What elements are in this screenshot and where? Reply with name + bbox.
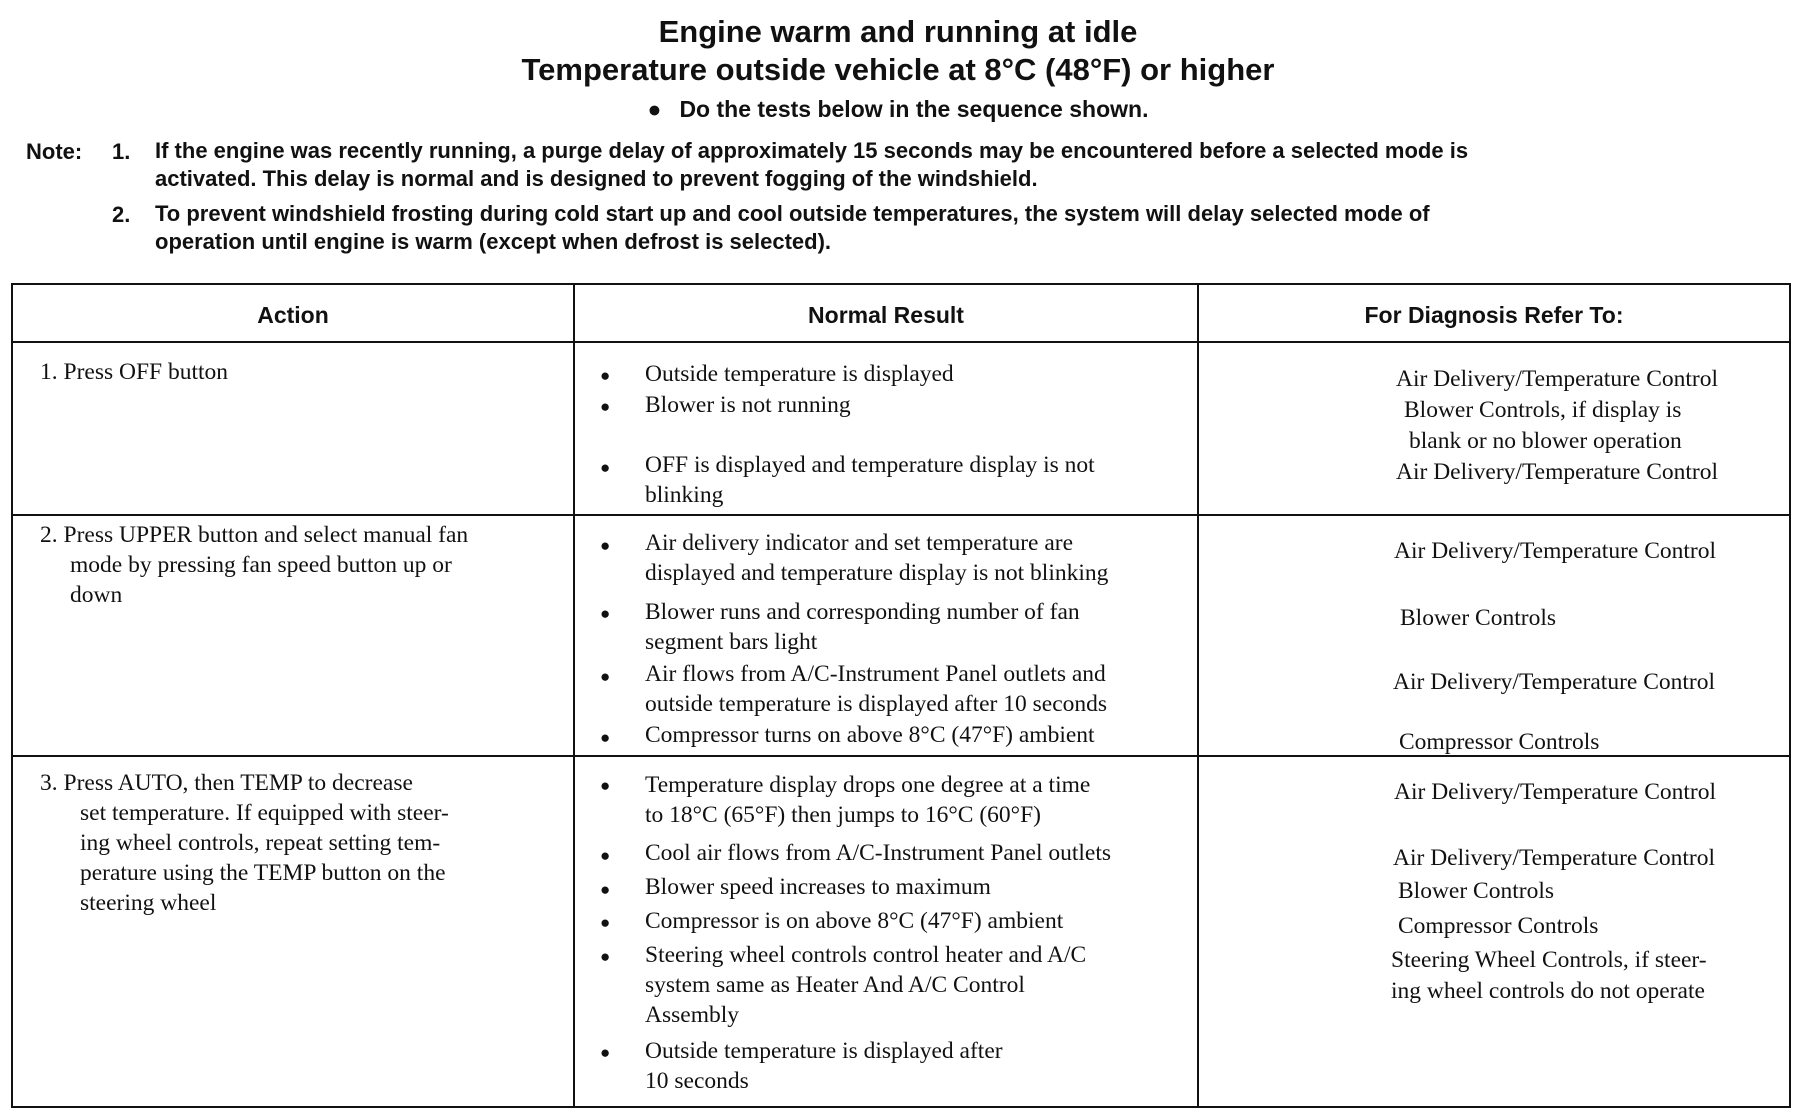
bullet-icon: ●	[600, 1043, 611, 1062]
diagnosis-ref: Air Delivery/Temperature Control	[1396, 366, 1719, 392]
result-item: Blower is not running	[645, 392, 851, 418]
diagnosis-ref: ing wheel controls do not operate	[1391, 978, 1705, 1004]
action-line: 1. Press OFF button	[40, 359, 229, 385]
instruction	[0, 96, 1796, 123]
diagnosis-ref: Air Delivery/Temperature Control	[1393, 669, 1716, 695]
diagnosis-ref: Blower Controls	[1398, 878, 1555, 904]
bullet-icon: ●	[600, 947, 611, 966]
bullet-icon: ●	[647, 96, 662, 122]
result-item: Air flows from A/C-Instrument Panel outlets and outside temperature is displayed after 10 seconds	[645, 661, 1108, 717]
page-title: Engine warm and running at idle	[658, 14, 1138, 49]
note-number: 2.	[112, 202, 131, 227]
bullet-icon: ●	[600, 536, 611, 555]
diagnosis-ref: Air Delivery/Temperature Control	[1394, 538, 1717, 564]
bullet-icon: ●	[600, 913, 611, 932]
result-item: Cool air flows from A/C-Instrument Panel outlets	[645, 840, 1112, 866]
diagnosis-ref: Air Delivery/Temperature Control	[1394, 779, 1717, 805]
diagnosis-ref: Air Delivery/Temperature Control	[1393, 845, 1716, 871]
note-number: 1.	[112, 139, 131, 164]
header-divider	[11, 341, 1791, 343]
bullet-icon: ●	[600, 776, 611, 795]
note-text: To prevent windshield frosting during cold start up and cool outside temperatures, the system will delay selected mode of	[155, 201, 1430, 226]
column-header-diagnosis: For Diagnosis Refer To:	[1364, 302, 1624, 328]
diagnosis-ref: Blower Controls	[1400, 605, 1557, 631]
bullet-icon: ●	[600, 366, 611, 385]
diagnosis-ref: blank or no blower operation	[1409, 428, 1682, 454]
diagnosis-ref: Steering Wheel Controls, if steer-	[1391, 947, 1707, 973]
diagnosis-ref: Blower Controls, if display is	[1404, 397, 1682, 423]
bullet-icon: ●	[600, 604, 611, 623]
diagnosis-ref: Compressor Controls	[1399, 729, 1600, 755]
instruction-text: Do the tests below in the sequence shown.	[679, 96, 1149, 122]
row-divider	[11, 514, 1791, 516]
column-header-normal-result: Normal Result	[808, 302, 964, 328]
bullet-icon: ●	[600, 458, 611, 477]
note-text: activated. This delay is normal and is designed to prevent fogging of the windshield.	[155, 166, 1038, 191]
row1-action	[40, 357, 560, 387]
row2-action: 2. Press UPPER button and select manual fan mode by pressing fan speed button up or down	[40, 522, 469, 608]
result-item: Outside temperature is displayed after 10 seconds	[645, 1038, 1003, 1094]
bullet-icon: ●	[600, 846, 611, 865]
result-item: Blower runs and corresponding number of fan segment bars light	[645, 599, 1080, 655]
column-divider	[1197, 283, 1199, 1108]
result-item: Air delivery indicator and set temperature are displayed and temperature display is not blinking	[645, 530, 1109, 586]
bullet-icon: ●	[600, 667, 611, 686]
result-item: Steering wheel controls control heater and A/C system same as Heater And A/C Control Assembly	[645, 942, 1087, 1028]
result-item: Blower speed increases to maximum	[645, 874, 991, 900]
result-item: Compressor is on above 8°C (47°F) ambient	[645, 908, 1064, 934]
result-item: Temperature display drops one degree at a time to 18°C (65°F) then jumps to 16°C (60°F)	[645, 772, 1091, 828]
column-header-action: Action	[257, 302, 329, 328]
row3-action: 3. Press AUTO, then TEMP to decrease set temperature. If equipped with steer- ing wheel controls, repeat setting tem- perature using the TEMP button on the steering wheel	[40, 770, 449, 916]
result-item: Compressor turns on above 8°C (47°F) ambient	[645, 722, 1095, 748]
diagnosis-ref: Compressor Controls	[1398, 913, 1599, 939]
page-subtitle: Temperature outside vehicle at 8°C (48°F) or higher	[521, 52, 1275, 87]
bullet-icon: ●	[600, 728, 611, 747]
note-text: operation until engine is warm (except when defrost is selected).	[155, 229, 832, 254]
bullet-icon: ●	[600, 397, 611, 416]
column-divider	[573, 283, 575, 1108]
result-item: Outside temperature is displayed	[645, 361, 954, 387]
bullet-icon: ●	[600, 880, 611, 899]
result-item: OFF is displayed and temperature display is not blinking	[645, 452, 1095, 508]
note-label: Note:	[26, 139, 83, 164]
note-text: If the engine was recently running, a purge delay of approximately 15 seconds may be encountered before a selected mode is	[155, 138, 1469, 163]
diagnosis-ref: Air Delivery/Temperature Control	[1396, 459, 1719, 485]
